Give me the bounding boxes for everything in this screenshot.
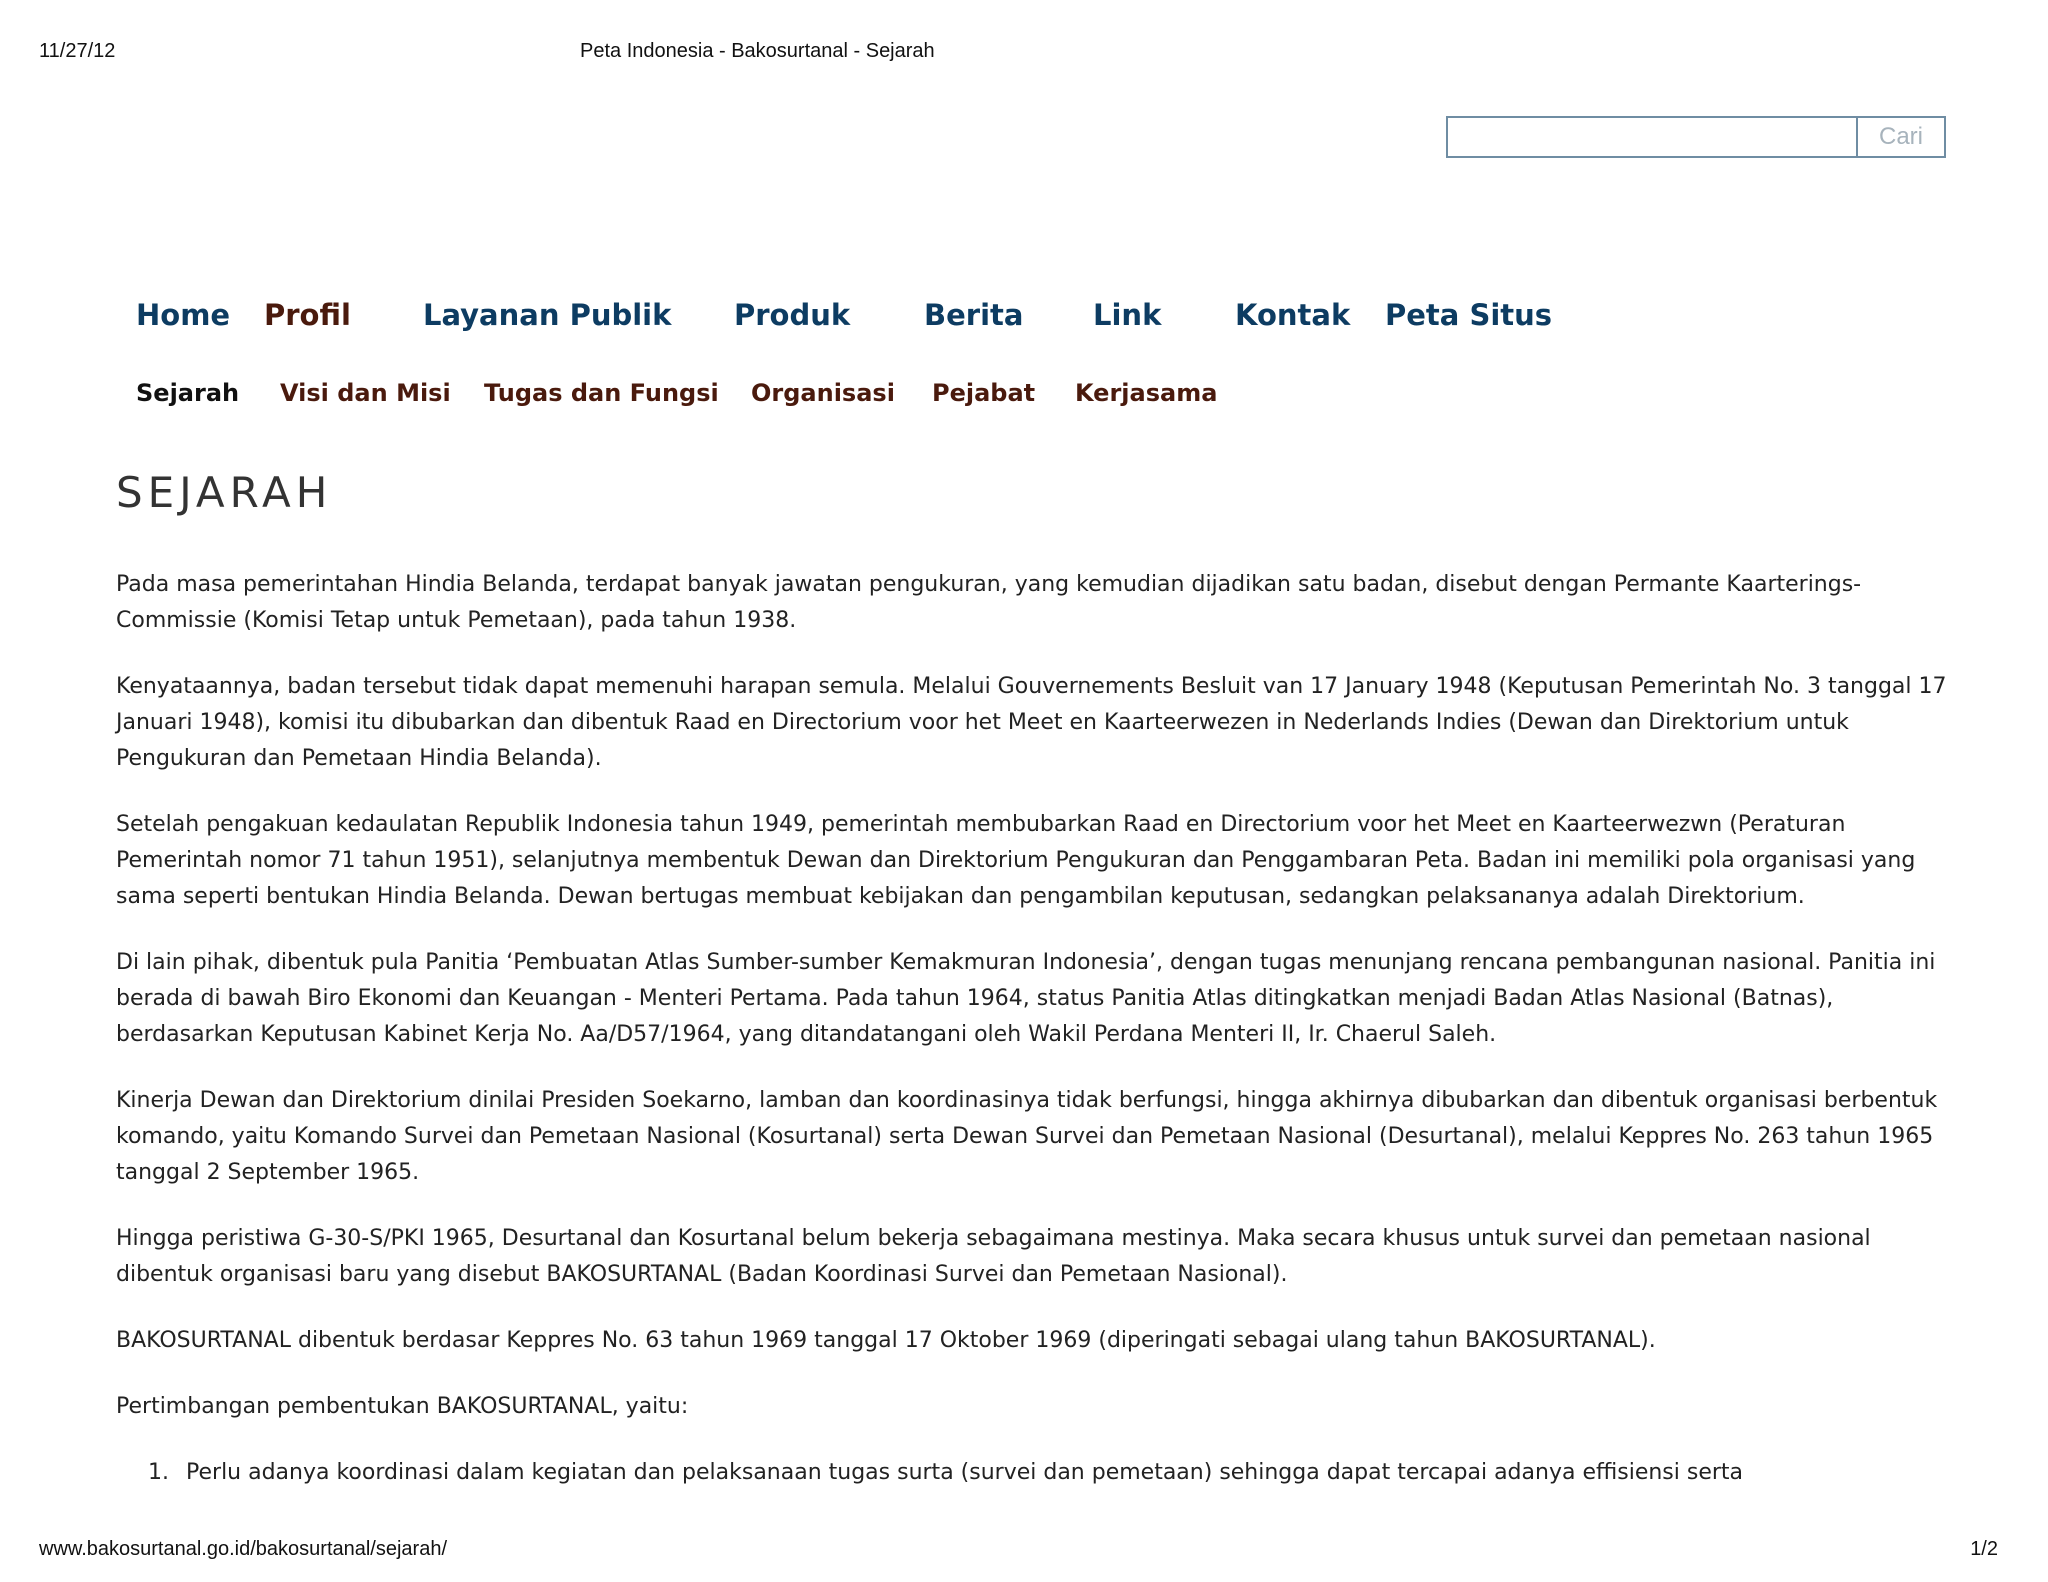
paragraph: BAKOSURTANAL dibentuk berdasar Keppres No. 63 tahun 1969 tanggal 17 Oktober 1969 (diperingati sebagai ulang tahun BAKOSURTANAL). [116,1328,1656,1353]
list-item: 1. Perlu adanya koordinasi dalam kegiatan dan pelaksanaan tugas surta (survei dan pemetaan) sehingga dapat tercapai adanya effisiensi serta [176,1455,1956,1491]
search-form [1446,116,1946,158]
page-title: SEJARAH [116,468,333,517]
paragraph: Di lain pihak, dibentuk pula Panitia ‘Pembuatan Atlas Sumber-sumber Kemakmuran Indonesia’, dengan tugas menunjang rencana pembangunan nasional. Panitia ini berada di bawah Biro Ekonomi dan Keuangan - Menteri Pertama. Pada tahun 1964, status Panitia Atlas ditingkatkan menjadi Badan Atlas Nasional (Batnas), berdasarkan Keputusan Kabinet Kerja No. Aa/D57/1964, yang ditandatangani oleh Wakil Perdana Menteri II, Ir. Chaerul Saleh. [116,950,1936,1047]
nav-item-kontak[interactable]: Kontak [1235,298,1351,332]
nav-item-layanan-publik[interactable]: Layanan Publik [423,298,672,332]
subnav-item-organisasi[interactable]: Organisasi [751,379,895,407]
paragraph: Kinerja Dewan dan Direktorium dinilai Presiden Soekarno, lamban dan koordinasinya tidak berfungsi, hingga akhirnya dibubarkan dan dibentuk organisasi berbentuk komando, yaitu Komando Survei dan Pemetaan Nasional (Kosurtanal) serta Dewan Survei dan Pemetaan Nasional (Desurtanal), melalui Keppres No. 263 tahun 1965 tanggal 2 September 1965. [116,1088,1938,1185]
search-input[interactable] [1448,118,1856,156]
nav-item-profil[interactable]: Profil [264,298,351,332]
article-body [116,567,1956,1491]
considerations-list [116,1455,1956,1491]
nav-item-peta-situs[interactable]: Peta Situs [1385,298,1553,332]
paragraph: Hingga peristiwa G-30-S/PKI 1965, Desurtanal dan Kosurtanal belum bekerja sebagaimana mestinya. Maka secara khusus untuk survei dan pemetaan nasional dibentuk organisasi baru yang disebut BAKOSURTANAL (Badan Koordinasi Survei dan Pemetaan Nasional). [116,1226,1871,1287]
subnav-item-kerjasama[interactable]: Kerjasama [1075,379,1218,407]
paragraph: Setelah pengakuan kedaulatan Republik Indonesia tahun 1949, pemerintah membubarkan Raad en Directorium voor het Meet en Kaarteerwezwn (Peraturan Pemerintah nomor 71 tahun 1951), selanjutnya membentuk Dewan dan Direktorium Pengukuran dan Penggambaran Peta. Badan ini memiliki pola organisasi yang sama seperti bentukan Hindia Belanda. Dewan bertugas membuat kebijakan dan pengambilan keputusan, sedangkan pelaksananya adalah Direktorium. [116,812,1916,909]
subnav-item-pejabat[interactable]: Pejabat [932,379,1036,407]
search-button[interactable]: Cari [1856,118,1944,156]
main-nav [0,298,1700,338]
print-page-title: Peta Indonesia - Bakosurtanal - Sejarah [580,40,935,62]
paragraph: Pertimbangan pembentukan BAKOSURTANAL, yaitu: [116,1394,689,1419]
paragraph: Pada masa pemerintahan Hindia Belanda, terdapat banyak jawatan pengukuran, yang kemudian dijadikan satu badan, disebut dengan Permante Kaarterings-Commissie (Komisi Tetap untuk Pemetaan), pada tahun 1938. [116,572,1862,633]
subnav-item-tugas-dan-fungsi[interactable]: Tugas dan Fungsi [484,379,719,407]
nav-item-produk[interactable]: Produk [734,298,851,332]
print-header [0,40,2048,66]
paragraph: Kenyataannya, badan tersebut tidak dapat memenuhi harapan semula. Melalui Gouvernements Besluit van 17 January 1948 (Keputusan Pemerintah No. 3 tanggal 17 Januari 1948), komisi itu dibubarkan dan dibentuk Raad en Directorium voor het Meet en Kaarteerwezen in Nederlands Indies (Dewan dan Direktorium untuk Pengukuran dan Pemetaan Hindia Belanda). [116,674,1947,771]
print-date: 11/27/12 [39,40,116,62]
nav-item-link[interactable]: Link [1093,298,1162,332]
subnav-item-visi-dan-misi[interactable]: Visi dan Misi [280,379,451,407]
print-url: www.bakosurtanal.go.id/bakosurtanal/sejarah/ [39,1538,448,1560]
nav-item-home[interactable]: Home [136,298,231,332]
nav-item-berita[interactable]: Berita [924,298,1024,332]
subnav-item-sejarah[interactable]: Sejarah [136,379,240,407]
print-footer [0,1538,2048,1564]
sub-nav [0,379,1300,411]
print-page-number: 1/2 [1970,1538,1998,1560]
